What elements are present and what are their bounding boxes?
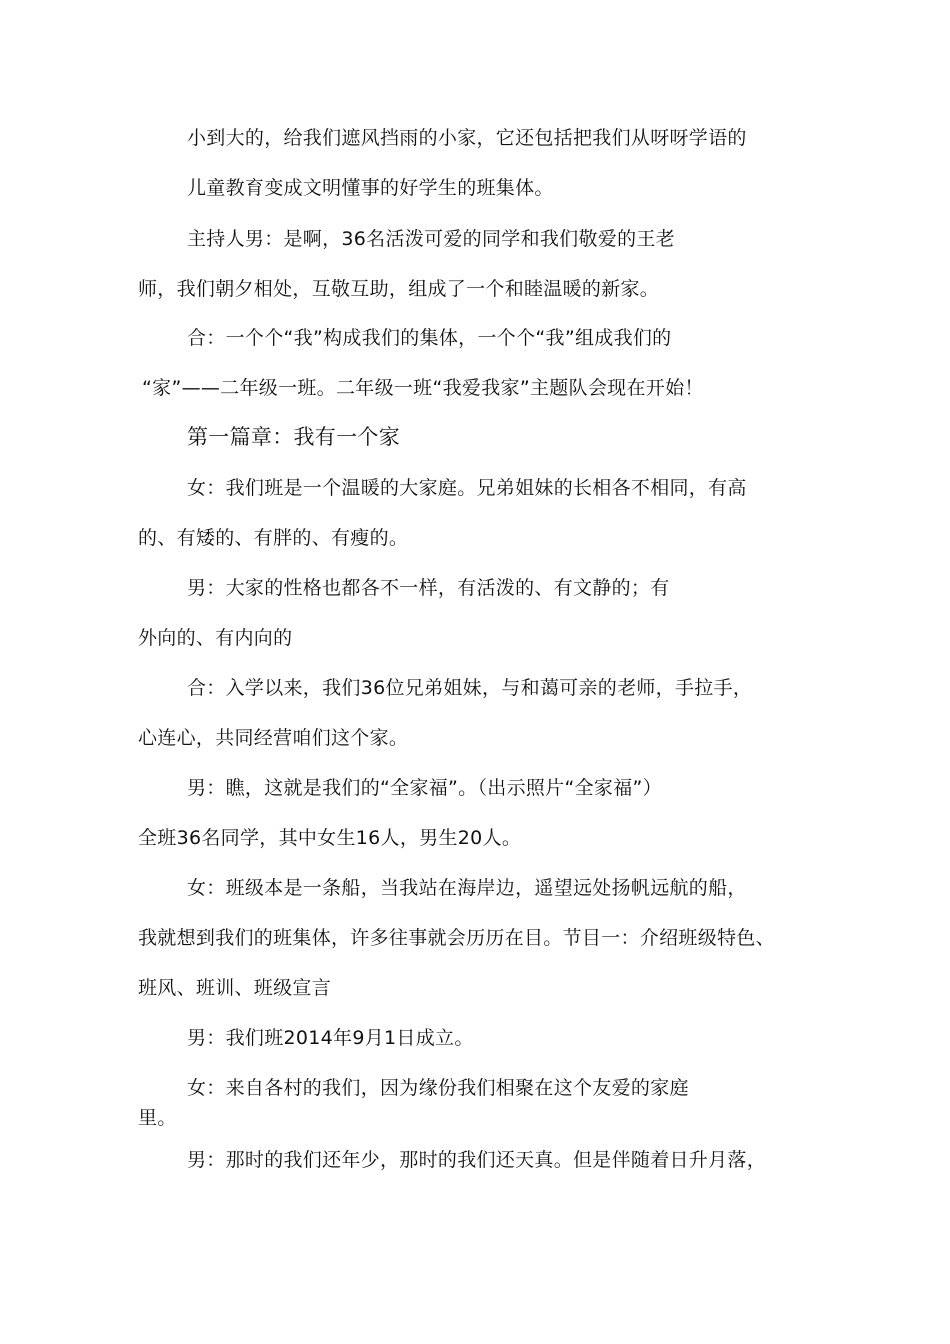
paragraph-line: 女：班级本是一条船，当我站在海岸边，遥望远处扬帆远航的船， bbox=[187, 877, 747, 899]
paragraph-line: 男：那时的我们还年少，那时的我们还天真。但是伴随着日升月落， bbox=[187, 1149, 767, 1171]
paragraph-line: “家”——二年级一班。二年级一班“我爱我家”主题队会现在开始！ bbox=[142, 377, 704, 399]
paragraph-line: 师，我们朝夕相处，互敬互助，组成了一个和睦温暖的新家。 bbox=[138, 278, 660, 300]
paragraph-line: 儿童教育变成文明懂事的好学生的班集体。 bbox=[187, 177, 554, 199]
paragraph-line: 女：来自各村的我们，因为缘份我们相聚在这个友爱的家庭 bbox=[187, 1077, 689, 1099]
paragraph-line: 合：入学以来，我们36位兄弟姐妹，与和蔼可亲的老师，手拉手， bbox=[187, 677, 753, 699]
paragraph-line: 男：我们班2014年9月1日成立。 bbox=[187, 1027, 474, 1049]
paragraph-line: 合：一个个“我”构成我们的集体，一个个“我”组成我们的 bbox=[187, 327, 672, 349]
paragraph-line: 里。 bbox=[138, 1107, 177, 1129]
paragraph-line: 女：我们班是一个温暖的大家庭。兄弟姐妹的长相各不相同，有高 bbox=[187, 477, 747, 499]
paragraph-line: 的、有矮的、有胖的、有瘦的。 bbox=[138, 527, 409, 549]
paragraph-line: 小到大的，给我们遮风挡雨的小家，它还包括把我们从呀呀学语的 bbox=[187, 127, 747, 149]
paragraph-line: 主持人男：是啊，36名活泼可爱的同学和我们敬爱的王老 bbox=[187, 228, 675, 250]
paragraph-line: 全班36名同学，其中女生16人，男生20人。 bbox=[138, 827, 522, 849]
paragraph-line: 班风、班训、班级宣言 bbox=[138, 977, 332, 999]
paragraph-line: 男：瞧，这就是我们的“全家福”。（出示照片“全家福”） bbox=[187, 777, 662, 799]
paragraph-line: 心连心，共同经营咱们这个家。 bbox=[138, 727, 409, 749]
section-heading: 第一篇章：我有一个家 bbox=[187, 425, 400, 449]
paragraph-line: 男：大家的性格也都各不一样，有活泼的、有文静的；有 bbox=[187, 577, 670, 599]
paragraph-line: 我就想到我们的班集体，许多往事就会历历在目。节目一：介绍班级特色、 bbox=[138, 927, 775, 949]
paragraph-line: 外向的、有内向的 bbox=[138, 627, 293, 649]
